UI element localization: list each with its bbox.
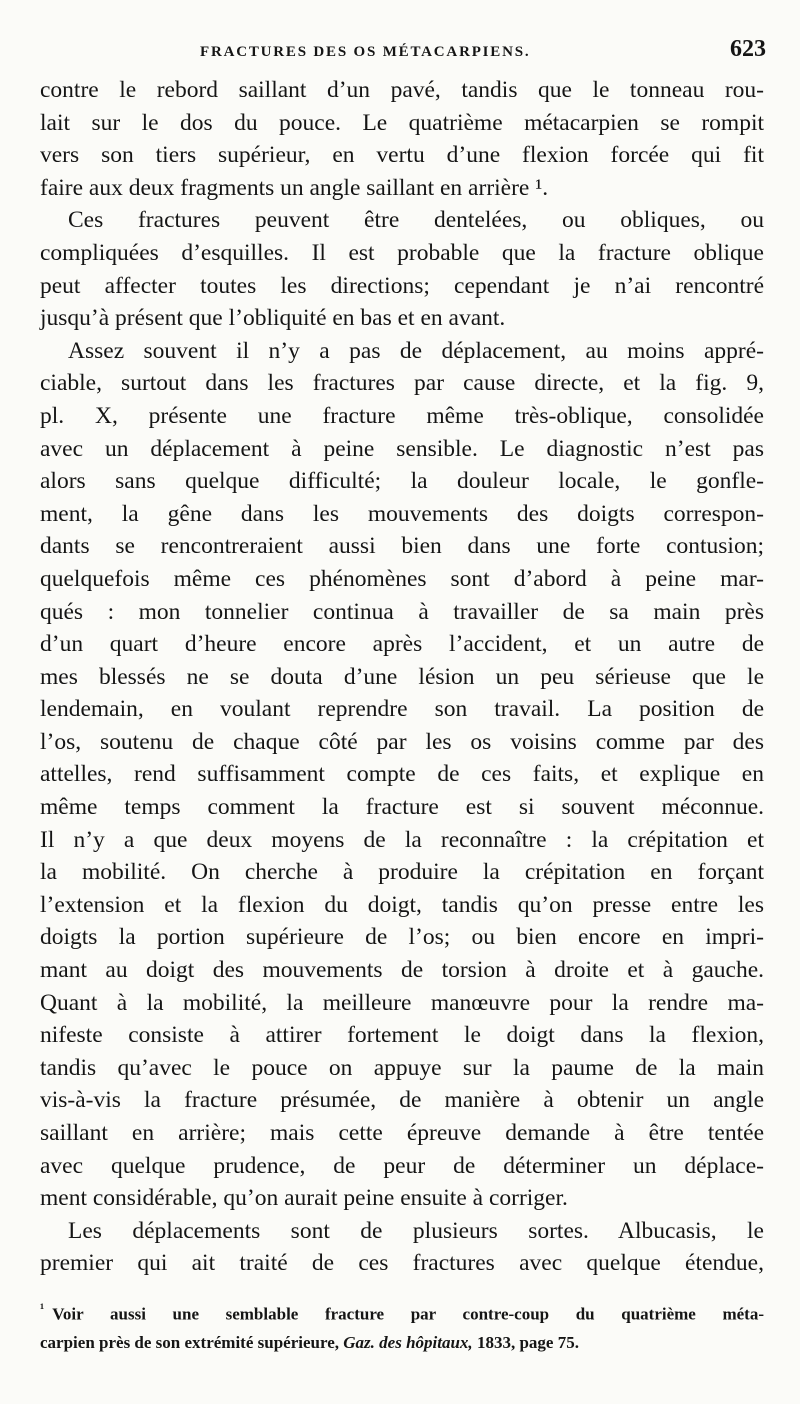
footnote-text: Voir aussi une semblable fracture par contre-coup du quatrième méta- [52, 1304, 764, 1324]
text-line: tandis qu’avec le pouce on appuye sur la paume de la main [40, 1054, 764, 1081]
running-title: FRACTURES DES OS MÉTACARPIENS. [200, 44, 531, 60]
text-line: nifeste consiste à attirer fortement le doigt dans la flexion, [40, 1022, 764, 1049]
text-line: Les déplacements sont de plusieurs sortes. Albucasis, le [68, 1217, 764, 1244]
text-line: attelles, rend suffisamment compte de ces faits, et explique en [40, 761, 764, 788]
text-line: ment, la gêne dans les mouvements des doigts correspon- [40, 500, 764, 527]
text-line: Ces fractures peuvent être dentelées, ou obliques, ou [68, 207, 764, 234]
text-line: mant au doigt des mouvements de torsion à droite et à gauche. [40, 957, 764, 984]
text-line: peut affecter toutes les directions; cependant je n’ai rencontré [40, 272, 764, 299]
text-line: saillant en arrière; mais cette épreuve demande à être tentée [40, 1120, 764, 1146]
text-line: vis-à-vis la fracture présumée, de manière à obtenir un angle [40, 1087, 764, 1114]
footnote-text: carpien près de son extrémité supérieure, [40, 1332, 340, 1352]
page-number: 623 [730, 36, 766, 62]
text-line: même temps comment la fracture est si souvent méconnue. [40, 794, 764, 821]
text-line: lait sur le dos du pouce. Le quatrième métacarpien se rompit [40, 109, 764, 136]
footnote [40, 1296, 764, 1357]
text-line: Quant à la mobilité, la meilleure manœuvre pour la rendre ma- [40, 989, 764, 1016]
text-line: la mobilité. On cherche à produire la crépitation en forçant [40, 859, 764, 886]
text-line: faire aux deux fragments un angle saillant en arrière ¹. [40, 174, 549, 201]
footnote-marker: ¹ [40, 1302, 45, 1317]
page-header [54, 36, 768, 72]
text-line: ciable, surtout dans les fractures par cause directe, et la fig. 9, [40, 370, 764, 397]
text-line: pl. X, présente une fracture même très-oblique, consolidée [40, 402, 764, 429]
text-line: avec quelque prudence, de peur de déterminer un déplace- [40, 1152, 764, 1179]
text-line: d’un quart d’heure encore après l’accident, et un autre de [40, 631, 764, 658]
text-line: qués : mon tonnelier continua à travailler de sa main près [40, 598, 764, 625]
text-line: alors sans quelque difficulté; la douleur locale, le gonfle- [40, 468, 764, 495]
text-line: dants se rencontreraient aussi bien dans une forte contusion; [40, 533, 764, 560]
text-line: ment considérable, qu’on aurait peine ensuite à corriger. [40, 1185, 568, 1212]
text-line: avec un déplacement à peine sensible. Le diagnostic n’est pas [40, 435, 764, 462]
text-line: premier qui ait traité de ces fractures avec quelque étendue, [40, 1250, 764, 1277]
footnote-line-2 [40, 1329, 764, 1357]
text-line: lendemain, en voulant reprendre son travail. La position de [40, 696, 764, 723]
text-line: mes blessés ne se douta d’une lésion un peu sérieuse que le [40, 663, 764, 690]
text-line: Assez souvent il n’y a pas de déplacement, au moins appré- [68, 337, 764, 364]
footnote-line-1 [40, 1296, 764, 1329]
text-line: Il n’y a que deux moyens de la reconnaître : la crépitation et [40, 826, 764, 853]
text-line: quelquefois même ces phénomènes sont d’abord à peine mar- [40, 565, 764, 592]
text-line: jusqu’à présent que l’obliquité en bas et en avant. [40, 305, 506, 332]
footnote-year-page: 1833, page 75. [476, 1332, 579, 1352]
text-line: l’extension et la flexion du doigt, tandis qu’on presse entre les [40, 891, 764, 918]
text-line: vers son tiers supérieur, en vertu d’une flexion forcée qui fit [40, 142, 764, 169]
text-line: doigts la portion supérieure de l’os; ou bien encore en impri- [40, 924, 764, 951]
body-text [40, 74, 764, 1280]
text-line: contre le rebord saillant d’un pavé, tandis que le tonneau rou- [40, 77, 764, 103]
text-line: compliquées d’esquilles. Il est probable que la fracture oblique [40, 239, 764, 266]
text-line: l’os, soutenu de chaque côté par les os voisins comme par des [40, 728, 764, 755]
footnote-source: Gaz. des hôpitaux, [343, 1332, 473, 1352]
